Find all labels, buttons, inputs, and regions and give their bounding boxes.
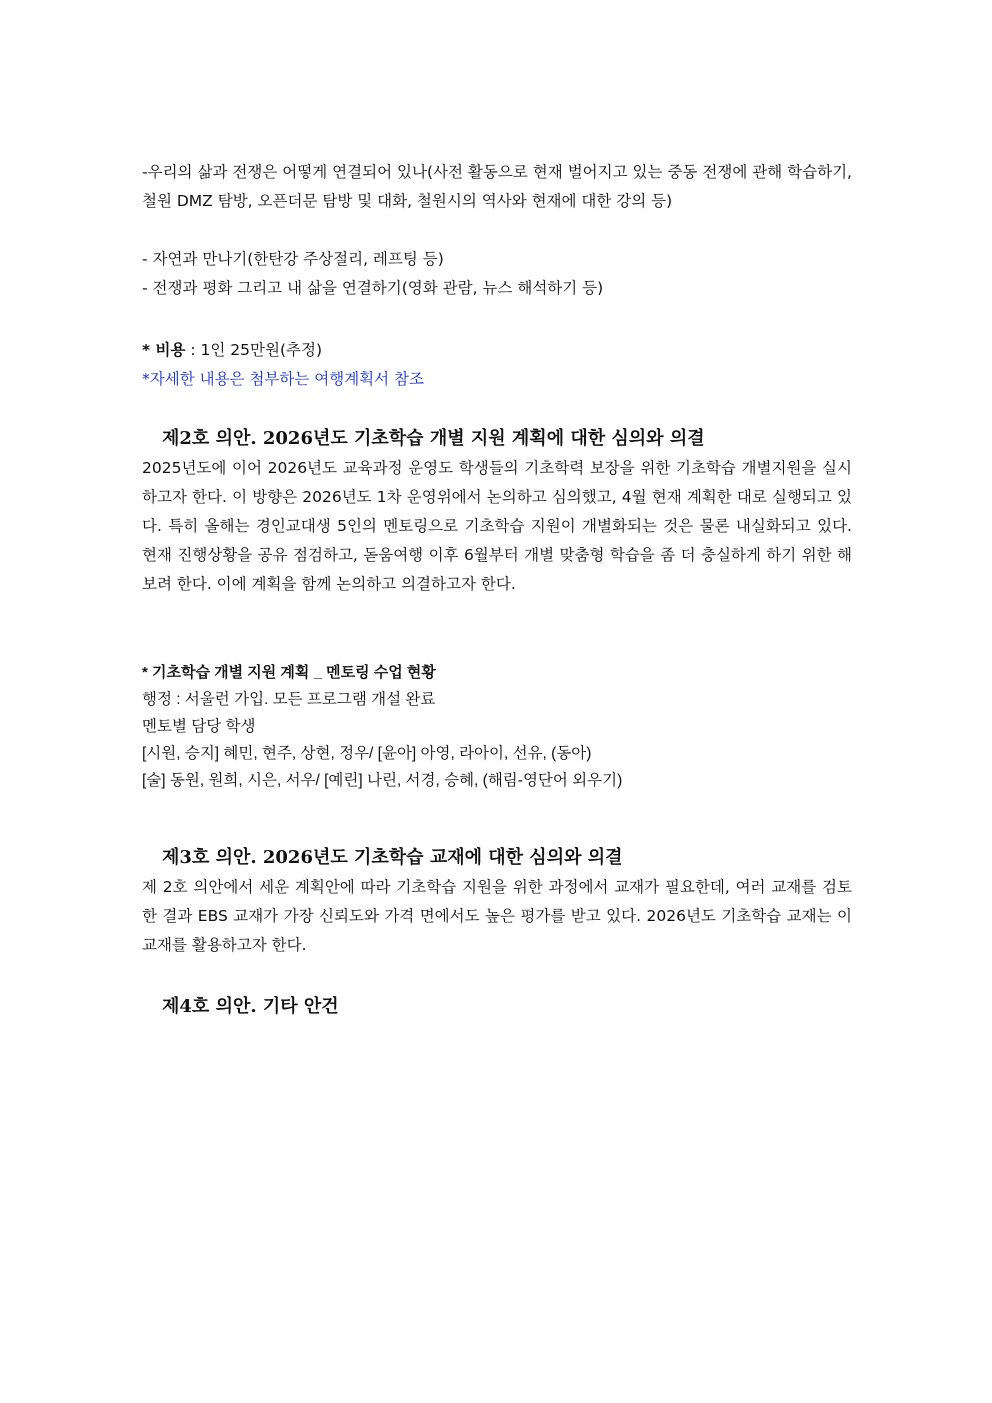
agenda4-title: 제4호 의안. 기타 안건 xyxy=(162,996,339,1017)
activity-item-war: -우리의 삶과 전쟁은 어떻게 연결되어 있나(사전 활동으로 현재 벌어지고 있는 중동 전쟁에 관해 학습하기, 철원 DMZ 탐방, 오픈더문 탐방 및 대화, 철원시의 역사와 현재에 대한 강의 등) xyxy=(142,163,852,210)
activity-item-nature: - 자연과 만나기(한탄강 주상절리, 레프팅 등) xyxy=(142,250,444,268)
agenda3-body: 제 2호 의안에서 세운 계획안에 따라 기초학습 지원을 위한 과정에서 교재가 필요한데, 여러 교재를 검토한 결과 EBS 교재가 가장 신뢰도와 가격 면에서도 높은 평가를 받고 있다. 2026년도 기초학습 교재는 이 교재를 활용하고자 한다. xyxy=(142,878,852,954)
agenda2-body: 2025년도에 이어 2026년도 교육과정 운영도 학생들의 기초학력 보장을 위한 기초학습 개별지원을 실시하고자 한다. 이 방향은 2026년도 1차 운영위에서 논의하고 심의했고, 4월 현재 계획한 대로 실행되고 있다. 특히 올해는 경인교대생 5인의 멘토링으로 기초학습 지원이 개별화되는 것은 물론 내실화되고 있다. 현재 진행상황을 공유 점검하고, 돋움여행 이후 6월부터 개별 맞춤형 학습을 좀 더 충실하게 하기 위한 해보려 한다. 이에 계획을 함께 논의하고 의결하고자 한다. xyxy=(142,459,852,593)
agenda3-title: 제3호 의안. 2026년도 기초학습 교재에 대한 심의와 의결 xyxy=(162,847,623,868)
cost-value: : 1인 25만원(추정) xyxy=(190,341,323,359)
agenda2-title: 제2호 의안. 2026년도 기초학습 개별 지원 계획에 대한 심의와 의결 xyxy=(162,428,705,449)
mentoring-admin-line: 행정 : 서울런 가입. 모든 프로그램 개설 완료 xyxy=(142,691,436,708)
cost-note: *자세한 내용은 첨부하는 여행계획서 참조 xyxy=(142,370,425,388)
mentoring-group-1: [시원, 승지] 혜민, 현주, 상현, 정우/ [윤아] 아영, 라아이, 선유, (동아) xyxy=(142,745,592,762)
cost-line xyxy=(142,336,852,365)
activity-item-peace: - 전쟁과 평화 그리고 내 삶을 연결하기(영화 관람, 뉴스 해석하기 등) xyxy=(142,279,604,297)
mentoring-group-2: [술] 동원, 원희, 시은, 서우/ [예린] 나린, 서경, 승혜, (해림-영단어 외우기) xyxy=(142,772,623,789)
mentoring-section xyxy=(142,659,852,794)
cost-label: * 비용 xyxy=(142,341,186,359)
mentoring-subheading: * 기초학습 개별 지원 계획 _ 멘토링 수업 현황 xyxy=(142,664,436,681)
mentoring-students-label: 멘토별 담당 학생 xyxy=(142,718,256,735)
